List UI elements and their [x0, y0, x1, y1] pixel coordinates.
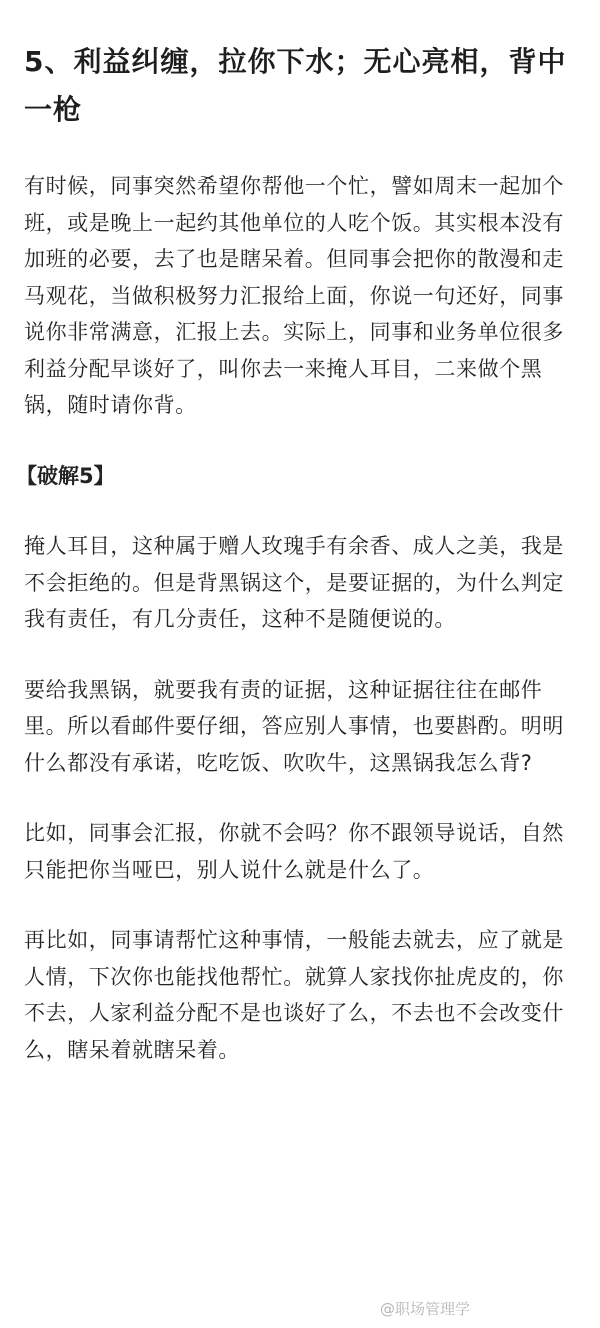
body-paragraph-4: 再比如，同事请帮忙这种事情，一般能去就去，应了就是人情，下次你也能找他帮忙。就算人家找你扯虎皮的，你不去，人家利益分配不是也谈好了么，不去也不会改变什么，瞎呆着就瞎呆着。	[24, 928, 564, 1062]
intro-paragraph: 有时候，同事突然希望你帮他一个忙，譬如周末一起加个班，或是晚上一起约其他单位的人吃个饭。其实根本没有加班的必要，去了也是瞎呆着。但同事会把你的散漫和走马观花，当做积极努力汇报给上面，你说一句还好，同事说你非常满意，汇报上去。实际上，同事和业务单位很多利益分配早谈好了，叫你去一来掩人耳目，二来做个黑锅，随时请你背。	[24, 174, 564, 417]
body-paragraph-3: 比如，同事会汇报，你就不会吗？你不跟领导说话，自然只能把你当哑巴，别人说什么就是什么了。	[24, 821, 564, 882]
body-paragraph-1: 掩人耳目，这种属于赠人玫瑰手有余香、成人之美，我是不会拒绝的。但是背黑锅这个，是要证据的，为什么判定我有责任，有几分责任，这种不是随便说的。	[24, 534, 564, 631]
article	[16, 38, 580, 1102]
article-heading: 5、利益纠缠，拉你下水；无心亮相，背中一枪	[24, 45, 567, 126]
body-paragraph-2: 要给我黑锅，就要我有责的证据，这种证据往往在邮件里。所以看邮件要仔细，答应别人事情，也要斟酌。明明什么都没有承诺，吃吃饭、吹吹牛，这黑锅我怎么背?	[24, 677, 564, 775]
watermark: @职场管理学	[379, 1300, 470, 1318]
section-label: 【破解5】	[16, 463, 115, 488]
